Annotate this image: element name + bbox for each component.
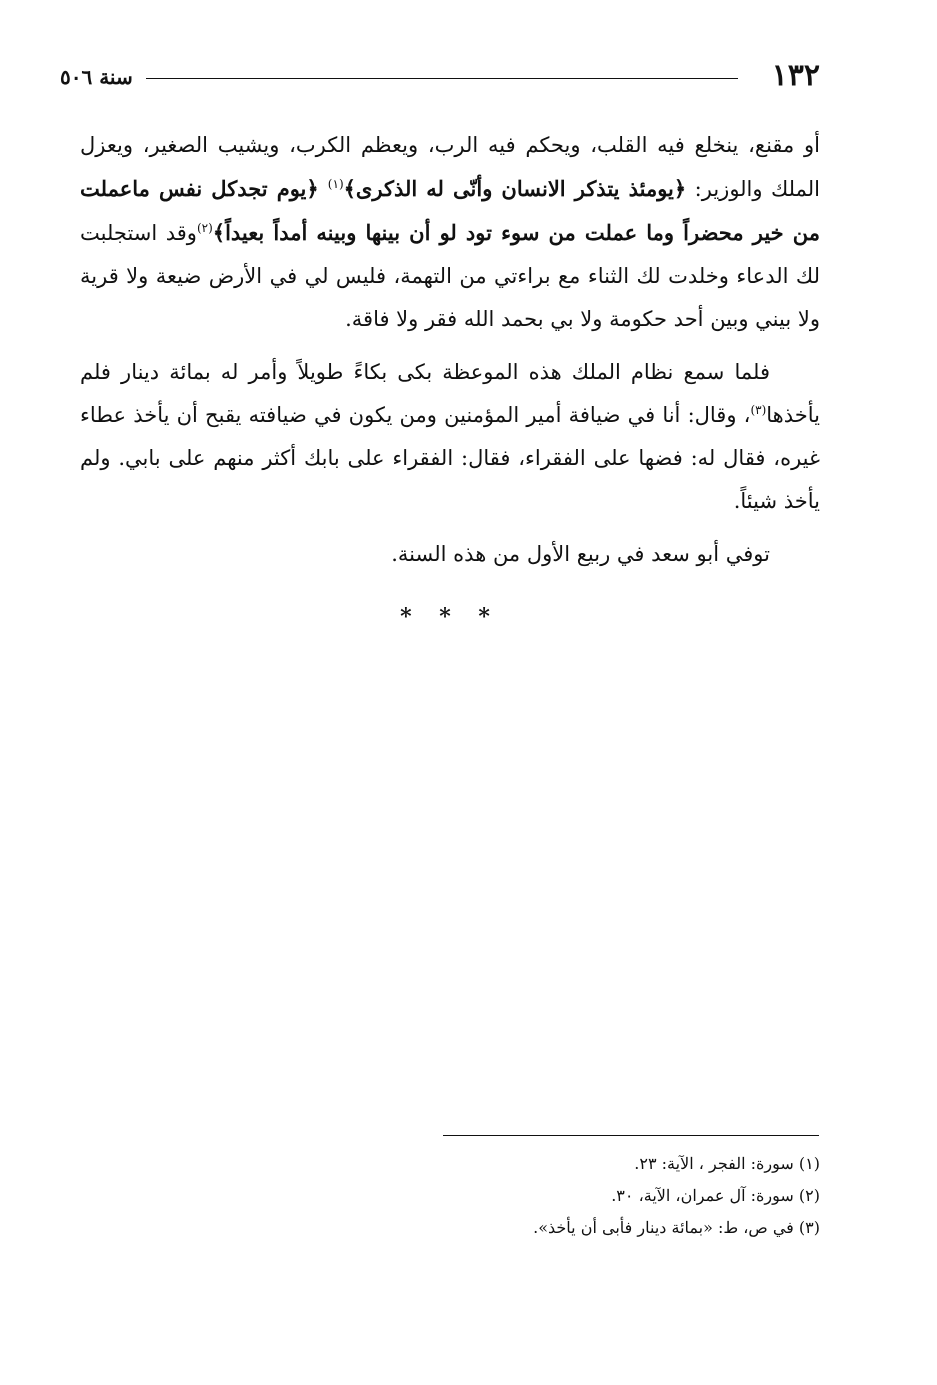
quran-verse-2: ﴿يوم تجدكل نفس ماعملت من خير محضراً وما عملت من سوء تود لو أن بينها وبينه أمداً بعيداً﴾ [80, 176, 820, 245]
footnote-ref-1: (١) [327, 177, 344, 191]
footnote-2: (٢) سورة: آل عمران، الآية، ٣٠. [611, 1186, 820, 1205]
paragraph-1-text-a: أو مقنع، ينخلع فيه القلب، ويحكم فيه الرب، ويعظم الكرب، ويشيب الصغير، ويعزل الملك والوزير: [80, 133, 821, 201]
paragraph-1 [80, 124, 820, 341]
footnote-1: (١) سورة: الفجر ، الآية: ٢٣. [634, 1154, 820, 1173]
paragraph-2 [80, 351, 820, 523]
footnote-ref-3: (٣) [750, 403, 767, 417]
paragraph-2-text-b: ، وقال: أنا في ضيافة أمير المؤمنين ومن يكون في ضيافته يقبح أن يأخذ عطاء غيره، فقال له: فضها على الفقراء، فقال: الفقراء على بابك أكثر منهم على بابي. ولم يأخذ شيئاً. [80, 403, 820, 513]
running-head: سنة ٥٠٦ [60, 65, 133, 89]
quran-verse-1: ﴿يومئذ يتذكر الانسان وأنّى له الذكرى﴾ [343, 176, 687, 201]
footnote-ref-2: (٢) [196, 221, 213, 235]
paragraph-1-text-b: وقد استجلبت لك الدعاء وخلدت لك الثناء مع براءتي من التهمة، فليس لي في الأرض ضيعة ولا قرية ولا بيني وبين أحد حكومة ولا بي بحمد الله فقر ولا فاقة. [80, 221, 820, 331]
main-text [80, 124, 820, 586]
page-header [60, 56, 820, 96]
header-rule [146, 78, 738, 79]
section-separator: * * * [400, 604, 500, 630]
paragraph-2-text-a: فلما سمع نظام الملك هذه الموعظة بكى بكاءً طويلاً وأمر له بمائة دينار فلم يأخذها [80, 360, 820, 427]
footnote-3: (٣) في ص، ط: «بمائة دينار فأبى أن يأخذ». [533, 1218, 820, 1237]
footnote-rule [443, 1135, 819, 1136]
footnotes [380, 1148, 820, 1244]
page-number: ١٣٢ [771, 58, 820, 93]
paragraph-3: توفي أبو سعد في ربيع الأول من هذه السنة. [391, 542, 770, 566]
